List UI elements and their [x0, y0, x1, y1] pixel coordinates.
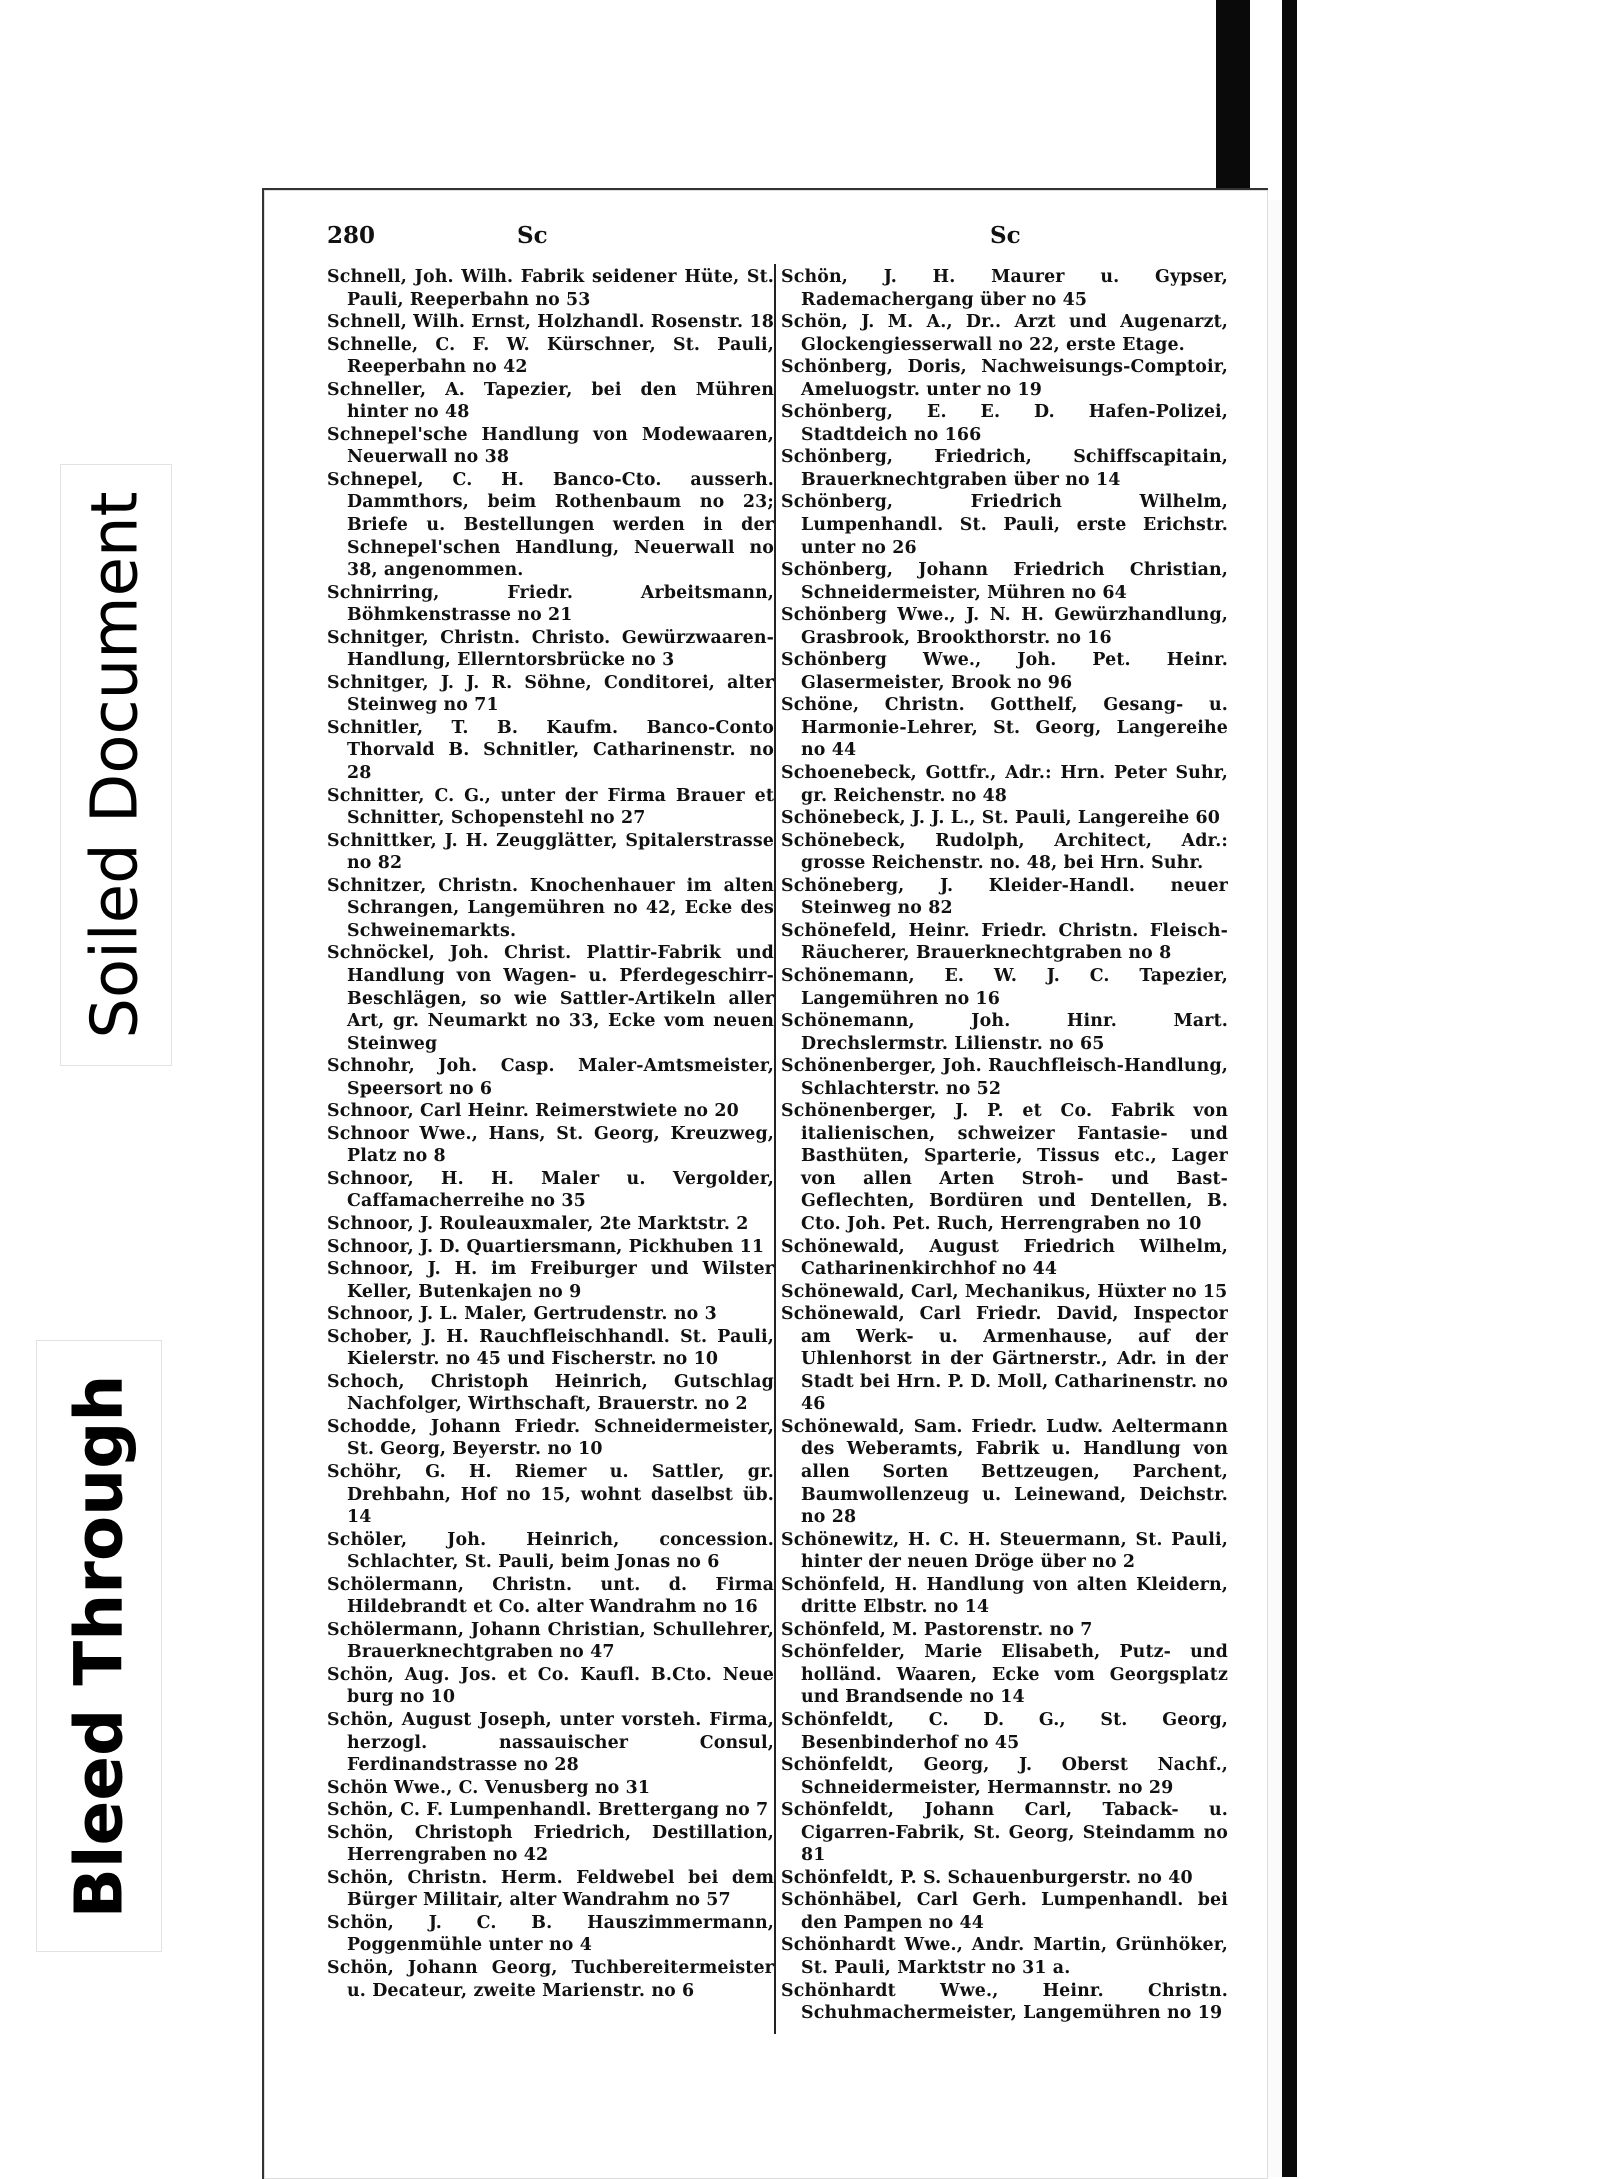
- directory-entry: Schönhäbel, Carl Gerh. Lumpenhandl. bei den Pampen no 44: [781, 1890, 1228, 1933]
- directory-entry: Schönberg, Friedrich Wilhelm, Lumpenhandl. St. Pauli, erste Erichstr. unter no 26: [781, 492, 1228, 558]
- page-number: 280: [327, 222, 376, 249]
- directory-entry: Schnitzer, Christn. Knochenhauer im alten Schrangen, Langemühren no 42, Ecke des Schweinemarkts.: [327, 875, 774, 941]
- directory-entry: Schönberg Wwe., J. N. H. Gewürzhandlung, Grasbrook, Brookthorstr. no 16: [781, 605, 1228, 648]
- directory-entry: Schönebeck, J. J. L., St. Pauli, Langereihe 60: [781, 808, 1221, 829]
- directory-entry: Schnirring, Friedr. Arbeitsmann, Böhmkenstrasse no 21: [327, 582, 774, 626]
- directory-entry: Schönefeld, Heinr. Friedr. Christn. Fleisch-Räucherer, Brauerknechtgraben no 8: [781, 920, 1228, 964]
- directory-entry: Schönberg, Doris, Nachweisungs-Comptoir, Ameluogstr. unter no 19: [781, 357, 1228, 400]
- directory-entry: Schönewitz, H. C. H. Steuermann, St. Pauli, hinter der neuen Dröge über no 2: [781, 1529, 1228, 1573]
- directory-entry: Schoch, Christoph Heinrich, Gutschlag Nachfolger, Wirthschaft, Brauerstr. no 2: [327, 1371, 774, 1415]
- directory-entry: Schnittker, J. H. Zeugglätter, Spitalerstrasse no 82: [327, 830, 774, 874]
- directory-entry: Schnoor, J. Rouleauxmaler, 2te Marktstr. 2: [327, 1213, 749, 1234]
- directory-entry: Schönfeld, H. Handlung von alten Kleidern, dritte Elbstr. no 14: [781, 1574, 1228, 1618]
- left-column: [327, 266, 774, 2002]
- directory-entry: Schönewald, Carl Friedr. David, Inspector am Werk- u. Armenhause, auf der Uhlenhorst in der Gärtnerstr., Adr. in der Stadt bei Hrn. P. D. Moll, Catharinenstr. no 46: [781, 1304, 1228, 1415]
- directory-entry: Schnitter, C. G., unter der Firma Brauer et Schnitter, Schopenstehl no 27: [327, 785, 774, 829]
- directory-entry: Schober, J. H. Rauchfleischhandl. St. Pauli, Kielerstr. no 45 und Fischerstr. no 10: [327, 1326, 774, 1370]
- directory-entry: Schön, C. F. Lumpenhandl. Brettergang no 7: [327, 1800, 769, 1821]
- directory-entry: Schöne, Christn. Gotthelf, Gesang- u. Harmonie-Lehrer, St. Georg, Langereihe no 44: [781, 695, 1228, 761]
- page-header: [327, 222, 1227, 252]
- directory-entry: Schöler, Joh. Heinrich, concession. Schlachter, St. Pauli, beim Jonas no 6: [327, 1529, 774, 1573]
- directory-entry: Schnitger, J. J. R. Söhne, Conditorei, alter Steinweg no 71: [327, 672, 774, 716]
- directory-entry: Schnohr, Joh. Casp. Maler-Amtsmeister, Speersort no 6: [327, 1056, 774, 1099]
- directory-entry: Schön, Christn. Herm. Feldwebel bei dem Bürger Militair, alter Wandrahm no 57: [327, 1867, 774, 1911]
- directory-entry: Schönfeldt, P. S. Schauenburgerstr. no 40: [781, 1867, 1193, 1888]
- column-divider: [774, 264, 776, 2034]
- directory-entry: Schönewald, Carl, Mechanikus, Hüxter no 15: [781, 1281, 1228, 1302]
- directory-entry: Schönberg, Johann Friedrich Christian, Schneidermeister, Mühren no 64: [781, 560, 1228, 603]
- directory-entry: Schön, J. H. Maurer u. Gypser, Rademachergang über no 45: [781, 267, 1228, 310]
- directory-entry: Schnitger, Christn. Christo. Gewürzwaaren-Handlung, Ellerntorsbrücke no 3: [327, 627, 774, 671]
- directory-entry: Schnoor, H. H. Maler u. Vergolder, Caffamacherreihe no 35: [327, 1168, 774, 1212]
- right-column: [781, 266, 1228, 2025]
- right-column-heading: Sc: [990, 222, 1021, 249]
- directory-entry: Schön, J. C. B. Hauszimmermann, Poggenmühle unter no 4: [327, 1912, 774, 1956]
- directory-entry: Schnoor Wwe., Hans, St. Georg, Kreuzweg, Platz no 8: [327, 1123, 774, 1167]
- directory-entry: Schneller, A. Tapezier, bei den Mühren hinter no 48: [327, 379, 774, 423]
- directory-entry: Schön, Christoph Friedrich, Destillation, Herrengraben no 42: [327, 1822, 774, 1866]
- directory-entry: Schönhardt Wwe., Andr. Martin, Grünhöker, St. Pauli, Marktstr no 31 a.: [781, 1935, 1228, 1979]
- directory-entry: Schönewald, Sam. Friedr. Ludw. Aeltermann des Weberamts, Fabrik u. Handlung von allen Sorten Bettzeugen, Parchent, Baumwollenzeug u. Leinewand, Deichstr. no 28: [781, 1416, 1228, 1528]
- directory-entry: Schön, J. M. A., Dr.. Arzt und Augenarzt, Glockengiesserwall no 22, erste Etage.: [781, 312, 1228, 355]
- directory-entry: Schön, Aug. Jos. et Co. Kaufl. B.Cto. Neue burg no 10: [327, 1664, 774, 1708]
- directory-entry: Schön, August Joseph, unter vorsteh. Firma, herzogl. nassauischer Consul, Ferdinandstrasse no 28: [327, 1710, 774, 1776]
- directory-entry: Schnoor, Carl Heinr. Reimerstwiete no 20: [327, 1101, 739, 1122]
- directory-entry: Schodde, Johann Friedr. Schneidermeister, St. Georg, Beyerstr. no 10: [327, 1416, 774, 1460]
- directory-entry: Schnoor, J. H. im Freiburger und Wilster Keller, Butenkajen no 9: [327, 1259, 774, 1302]
- directory-entry: Schönemann, E. W. J. C. Tapezier, Langemühren no 16: [781, 965, 1228, 1009]
- directory-entry: Schnepel'sche Handlung von Modewaaren, Neuerwall no 38: [327, 424, 774, 468]
- directory-entry: Schönfeldt, Johann Carl, Taback- u. Cigarren-Fabrik, St. Georg, Steindamm no 81: [781, 1800, 1228, 1866]
- directory-entry: Schölermann, Christn. unt. d. Firma Hildebrandt et Co. alter Wandrahm no 16: [327, 1574, 774, 1618]
- directory-entry: Schönberg Wwe., Joh. Pet. Heinr. Glasermeister, Brook no 96: [781, 650, 1228, 693]
- directory-entry: Schönenberger, Joh. Rauchfleisch-Handlung, Schlachterstr. no 52: [781, 1056, 1228, 1099]
- directory-entry: Schnell, Wilh. Ernst, Holzhandl. Rosenstr. 18: [327, 312, 774, 333]
- directory-entry: Schnell, Joh. Wilh. Fabrik seidener Hüte, St. Pauli, Reeperbahn no 53: [327, 267, 774, 310]
- directory-entry: Schönfelder, Marie Elisabeth, Putz- und holländ. Waaren, Ecke vom Georgsplatz und Brandsende no 14: [781, 1642, 1228, 1708]
- directory-entry: Schölermann, Johann Christian, Schullehrer, Brauerknechtgraben no 47: [327, 1619, 774, 1663]
- left-column-heading: Sc: [517, 222, 548, 249]
- directory-entry: Schön, Johann Georg, Tuchbereitermeister u. Decateur, zweite Marienstr. no 6: [327, 1958, 774, 2001]
- bleed-through-text: Bleed Through: [60, 1374, 138, 1918]
- directory-entry: Schöhr, G. H. Riemer u. Sattler, gr. Drehbahn, Hof no 15, wohnt daselbst üb. 14: [327, 1461, 774, 1528]
- soiled-document-text: Soiled Document: [79, 491, 153, 1039]
- directory-entry: Schönfeldt, Georg, J. Oberst Nachf., Schneidermeister, Hermannstr. no 29: [781, 1755, 1228, 1798]
- directory-entry: Schönenberger, J. P. et Co. Fabrik von italienischen, schweizer Fantasie- und Basthüten, Sparterie, Tissus etc., Lager von allen Arten Stroh- und Bast-Geflechten, Bordüren und Dentellen, B. Cto. Joh. Pet. Ruch, Herrengraben no 10: [781, 1101, 1228, 1234]
- scan-border-right: [1282, 0, 1297, 2177]
- directory-entry: Schönewald, August Friedrich Wilhelm, Catharinenkirchhof no 44: [781, 1236, 1228, 1280]
- directory-entry: Schönemann, Joh. Hinr. Mart. Drechslermstr. Lilienstr. no 65: [781, 1011, 1228, 1054]
- directory-entry: Schnitler, T. B. Kaufm. Banco-Conto Thorvald B. Schnitler, Catharinenstr. no 28: [327, 717, 774, 784]
- directory-entry: Schnoor, J. L. Maler, Gertrudenstr. no 3: [327, 1304, 717, 1325]
- directory-entry: Schnoor, J. D. Quartiersmann, Pickhuben 11: [327, 1236, 765, 1257]
- directory-entry: Schönfeld, M. Pastorenstr. no 7: [781, 1619, 1093, 1640]
- directory-entry: Schoenebeck, Gottfr., Adr.: Hrn. Peter Suhr, gr. Reichenstr. no 48: [781, 763, 1228, 806]
- directory-entry: Schnöckel, Joh. Christ. Plattir-Fabrik und Handlung von Wagen- u. Pferdegeschirr-Beschlägen, so wie Sattler-Artikeln aller Art, gr. Neumarkt no 33, Ecke vom neuen Steinweg: [327, 943, 774, 1054]
- bleed-through-label: [36, 1340, 162, 1952]
- directory-entry: Schönebeck, Rudolph, Architect, Adr.: grosse Reichenstr. no. 48, bei Hrn. Suhr.: [781, 830, 1228, 874]
- directory-entry: Schnelle, C. F. W. Kürschner, St. Pauli, Reeperbahn no 42: [327, 334, 774, 378]
- directory-entry: Schnepel, C. H. Banco-Cto. ausserh. Dammthors, beim Rothenbaum no 23; Briefe u. Bestellungen werden in der Schnepel'schen Handlung, Neuerwall no 38, angenommen.: [327, 469, 774, 581]
- directory-entry: Schöneberg, J. Kleider-Handl. neuer Steinweg no 82: [781, 875, 1228, 919]
- directory-entry: Schön Wwe., C. Venusberg no 31: [327, 1777, 651, 1798]
- directory-entry: Schönberg, Friedrich, Schiffscapitain, Brauerknechtgraben über no 14: [781, 447, 1228, 490]
- directory-entry: Schönfeldt, C. D. G., St. Georg, Besenbinderhof no 45: [781, 1710, 1228, 1753]
- directory-entry: Schönhardt Wwe., Heinr. Christn. Schuhmachermeister, Langemühren no 19: [781, 1980, 1228, 2024]
- directory-entry: Schönberg, E. E. D. Hafen-Polizei, Stadtdeich no 166: [781, 402, 1228, 445]
- soiled-document-label: [60, 464, 172, 1066]
